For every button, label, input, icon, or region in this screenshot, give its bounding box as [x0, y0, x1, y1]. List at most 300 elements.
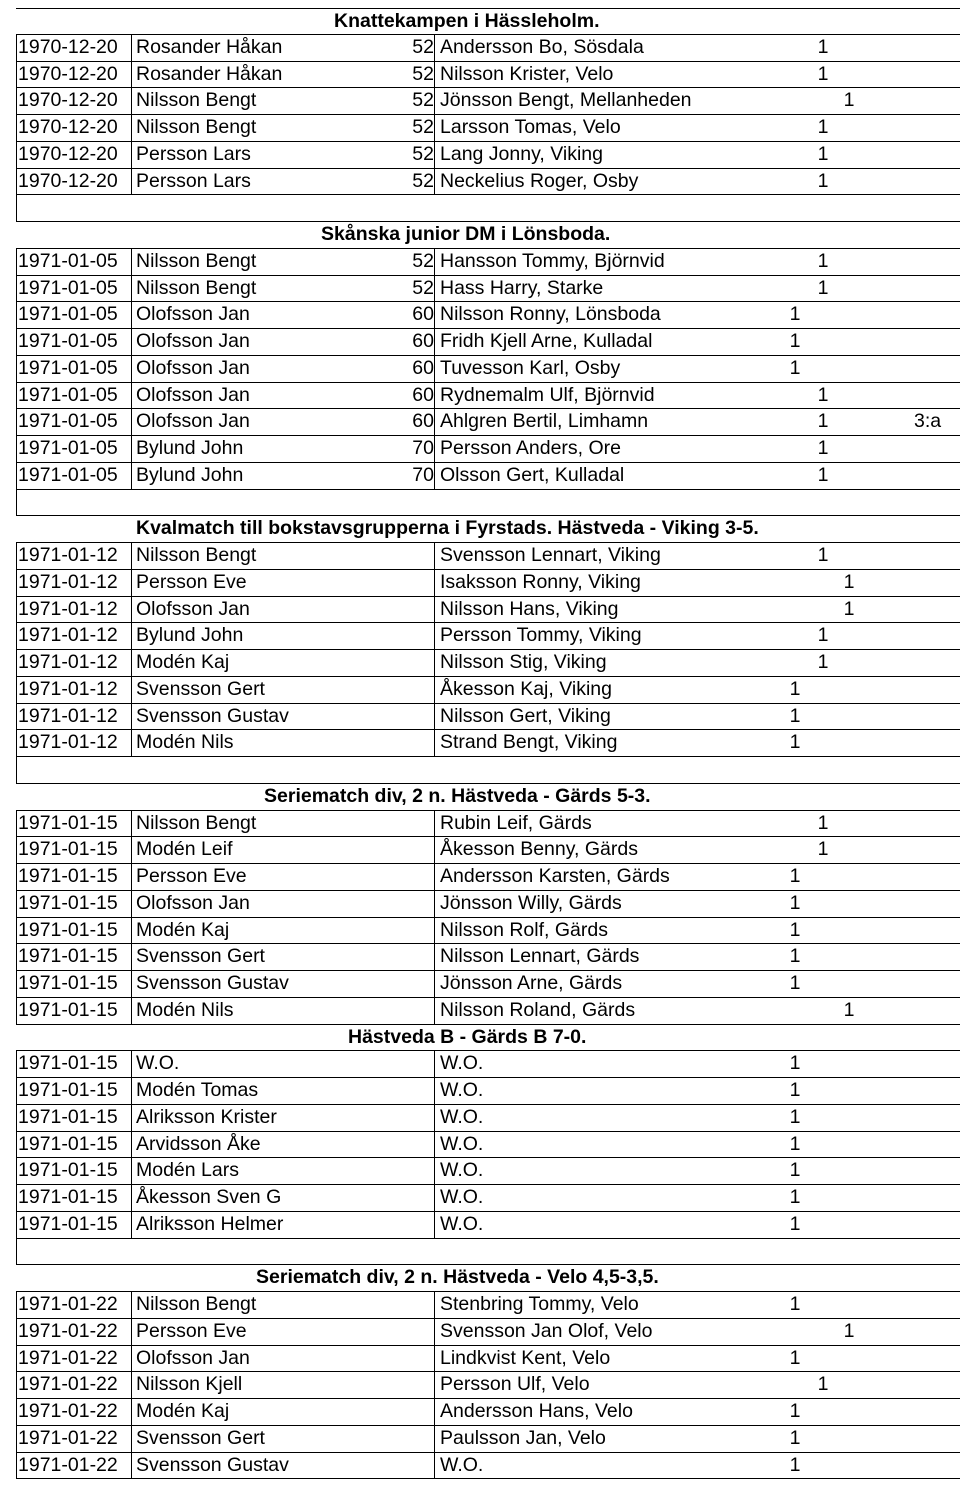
opponent: Isaksson Ronny, Viking [440, 570, 641, 593]
match-date: 1971-01-05 [18, 303, 118, 326]
match-date: 1971-01-22 [18, 1400, 118, 1422]
match-date: 1970-12-20 [18, 62, 118, 85]
player-cell-divider [131, 864, 132, 890]
date-cell-divider [16, 570, 17, 596]
match-date: 1971-01-12 [18, 624, 118, 647]
match-date: 1971-01-15 [18, 1132, 118, 1155]
player-cell-divider [131, 837, 132, 863]
section-heading: Knattekampen i Hässleholm. [334, 10, 600, 32]
player-cell-divider [131, 356, 132, 382]
win-mark: 1 [789, 972, 801, 994]
win-mark: 1 [817, 463, 829, 486]
table-row [16, 677, 960, 704]
section-heading: Seriematch div, 2 n. Hästveda - Velo 4,5-3,5. [256, 1266, 659, 1289]
win-mark: 1 [789, 330, 801, 352]
opponent: Fridh Kjell Arne, Kulladal [440, 330, 653, 352]
match-date: 1971-01-22 [18, 1373, 118, 1396]
number-cell-divider [434, 1105, 435, 1131]
win-mark: 1 [817, 35, 829, 58]
opponent: Paulsson Jan, Velo [440, 1426, 606, 1449]
date-cell-divider [16, 730, 17, 756]
weight-class: 52 [412, 35, 434, 58]
table-row [16, 730, 960, 757]
match-date: 1971-01-05 [18, 249, 118, 272]
opponent: Tuvesson Karl, Osby [440, 356, 621, 379]
opponent: Strand Bengt, Viking [440, 731, 618, 754]
table-row [16, 302, 960, 329]
match-date: 1971-01-15 [18, 972, 118, 994]
date-cell-divider [16, 249, 17, 275]
blank-row [16, 195, 960, 222]
date-cell-divider [16, 409, 17, 435]
opponent: Hansson Tommy, Björnvid [440, 249, 665, 272]
opponent: Rydnemalm Ulf, Björnvid [440, 383, 655, 406]
opponent: W.O. [440, 1105, 484, 1128]
table-row [16, 1158, 960, 1185]
home-player: Modén Nils [136, 998, 234, 1021]
weight-class: 70 [412, 463, 434, 486]
match-date: 1971-01-12 [18, 544, 118, 566]
win-mark: 1 [789, 1132, 801, 1155]
table-row [16, 1372, 960, 1399]
match-date: 1971-01-15 [18, 1159, 118, 1182]
date-cell-divider [16, 1453, 17, 1479]
win-mark: 1 [789, 1400, 801, 1422]
opponent: Persson Tommy, Viking [440, 624, 642, 647]
table-row [16, 811, 960, 838]
section-heading-row [16, 1025, 960, 1052]
blank-row [16, 490, 960, 517]
player-cell-divider [131, 1292, 132, 1318]
weight-class: 52 [412, 276, 434, 299]
home-player: Olofsson Jan [136, 356, 250, 379]
date-cell-divider [16, 1319, 17, 1345]
win-mark: 1 [817, 116, 829, 138]
section-heading: Hästveda B - Gärds B 7-0. [348, 1025, 587, 1048]
win-mark: 1 [789, 1426, 801, 1449]
opponent: Olsson Gert, Kulladal [440, 463, 625, 486]
player-cell-divider [131, 329, 132, 355]
date-cell-divider [16, 1078, 17, 1104]
table-row [16, 543, 960, 570]
table-row [16, 35, 960, 62]
win-mark: 1 [789, 1105, 801, 1128]
player-cell-divider [131, 918, 132, 944]
table-row [16, 837, 960, 864]
home-player: Nilsson Bengt [136, 249, 257, 272]
player-cell-divider [131, 891, 132, 917]
table-row [16, 944, 960, 971]
match-date: 1971-01-22 [18, 1319, 118, 1342]
weight-class: 60 [412, 410, 434, 433]
win-mark: 1 [817, 1373, 829, 1396]
player-cell-divider [131, 249, 132, 275]
date-cell-divider [16, 677, 17, 703]
match-date: 1970-12-20 [18, 142, 118, 165]
win-mark: 1 [789, 865, 801, 887]
match-date: 1971-01-15 [18, 1052, 118, 1075]
section-heading-row [16, 1265, 960, 1292]
number-cell-divider [434, 383, 435, 409]
win-mark: 1 [789, 918, 801, 941]
match-date: 1971-01-05 [18, 383, 118, 406]
match-date: 1971-01-12 [18, 704, 118, 727]
opponent: Neckelius Roger, Osby [440, 169, 639, 192]
date-cell-divider [16, 1372, 17, 1398]
player-cell-divider [131, 1051, 132, 1077]
section-heading: Kvalmatch till bokstavsgrupperna i Fyrstads. Hästveda - Viking 3-5. [136, 517, 759, 540]
match-date: 1971-01-15 [18, 1186, 118, 1208]
number-cell-divider [434, 409, 435, 435]
number-cell-divider [434, 677, 435, 703]
table-row [16, 891, 960, 918]
table-row [16, 998, 960, 1025]
section-heading-row [16, 8, 960, 35]
number-cell-divider [434, 1212, 435, 1238]
home-player: Persson Lars [136, 169, 251, 192]
table-row [16, 623, 960, 650]
home-player: Nilsson Kjell [136, 1373, 243, 1396]
home-player: Modén Leif [136, 838, 233, 861]
blank-row [16, 1239, 960, 1266]
opponent: W.O. [440, 1132, 484, 1155]
number-cell-divider [434, 115, 435, 141]
home-player: Persson Lars [136, 142, 251, 165]
opponent: Nilsson Stig, Viking [440, 651, 607, 673]
opponent: W.O. [440, 1079, 484, 1101]
placement-note: 3:a [914, 410, 942, 433]
win-mark: 1 [789, 704, 801, 727]
player-cell-divider [131, 623, 132, 649]
number-cell-divider [434, 811, 435, 837]
number-cell-divider [434, 356, 435, 382]
opponent: Nilsson Lennart, Gärds [440, 945, 640, 968]
match-date: 1971-01-05 [18, 330, 118, 352]
win-mark: 1 [789, 1346, 801, 1369]
home-player: Olofsson Jan [136, 383, 250, 406]
table-row [16, 329, 960, 356]
home-player: Modén Tomas [136, 1079, 259, 1101]
number-cell-divider [434, 704, 435, 730]
win-mark: 1 [843, 1319, 855, 1342]
match-date: 1971-01-22 [18, 1426, 118, 1449]
weight-class: 70 [412, 437, 434, 459]
date-cell-divider [16, 62, 17, 88]
date-cell-divider [16, 1292, 17, 1318]
win-mark: 1 [817, 383, 829, 406]
home-player: Modén Nils [136, 731, 234, 754]
home-player: Nilsson Bengt [136, 89, 257, 112]
number-cell-divider [434, 169, 435, 195]
weight-class: 52 [412, 89, 434, 112]
opponent: Åkesson Benny, Gärds [440, 838, 638, 861]
number-cell-divider [434, 88, 435, 114]
opponent: W.O. [440, 1186, 484, 1208]
section-heading: Skånska junior DM i Lönsboda. [321, 223, 611, 245]
weight-class: 52 [412, 116, 434, 138]
number-cell-divider [434, 329, 435, 355]
win-mark: 1 [843, 597, 855, 620]
table-row [16, 1292, 960, 1319]
opponent: Jönsson Arne, Gärds [440, 972, 623, 994]
match-date: 1971-01-15 [18, 838, 118, 861]
number-cell-divider [434, 650, 435, 676]
win-mark: 1 [789, 677, 801, 700]
table-row [16, 276, 960, 303]
opponent: Svensson Lennart, Viking [440, 544, 661, 566]
win-mark: 1 [817, 437, 829, 459]
opponent: Nilsson Gert, Viking [440, 704, 611, 727]
win-mark: 1 [789, 356, 801, 379]
home-player: Rosander Håkan [136, 62, 283, 85]
opponent: Lang Jonny, Viking [440, 142, 603, 165]
weight-class: 60 [412, 303, 434, 326]
date-cell-divider [16, 971, 17, 997]
home-player: Svensson Gustav [136, 1453, 289, 1476]
home-player: Persson Eve [136, 570, 247, 593]
number-cell-divider [434, 1346, 435, 1372]
win-mark: 1 [789, 1293, 801, 1315]
match-date: 1971-01-15 [18, 945, 118, 968]
blank-row-divider [16, 757, 17, 783]
number-cell-divider [434, 276, 435, 302]
section-heading: Seriematch div, 2 n. Hästveda - Gärds 5-3. [264, 784, 651, 807]
table-row [16, 1051, 960, 1078]
number-cell-divider [434, 730, 435, 756]
number-cell-divider [434, 570, 435, 596]
date-cell-divider [16, 1158, 17, 1184]
number-cell-divider [434, 1051, 435, 1077]
match-date: 1970-12-20 [18, 89, 118, 112]
home-player: Arvidsson Åke [136, 1132, 261, 1155]
table-row [16, 1212, 960, 1239]
table-row [16, 1185, 960, 1212]
date-cell-divider [16, 918, 17, 944]
number-cell-divider [434, 998, 435, 1024]
date-cell-divider [16, 1105, 17, 1131]
blank-row-divider [16, 195, 17, 221]
table-row [16, 409, 960, 436]
player-cell-divider [131, 1372, 132, 1398]
player-cell-divider [131, 1105, 132, 1131]
home-player: Bylund John [136, 463, 244, 486]
opponent: Rubin Leif, Gärds [440, 811, 592, 834]
date-cell-divider [16, 1426, 17, 1452]
player-cell-divider [131, 650, 132, 676]
date-cell-divider [16, 356, 17, 382]
home-player: Modén Kaj [136, 1400, 230, 1422]
table-row [16, 356, 960, 383]
home-player: Olofsson Jan [136, 891, 250, 914]
home-player: Nilsson Bengt [136, 544, 257, 566]
table-row [16, 62, 960, 89]
match-date: 1971-01-12 [18, 570, 118, 593]
win-mark: 1 [817, 544, 829, 566]
player-cell-divider [131, 409, 132, 435]
table-row [16, 436, 960, 463]
weight-class: 52 [412, 169, 434, 192]
player-cell-divider [131, 570, 132, 596]
opponent: W.O. [440, 1159, 484, 1182]
match-date: 1971-01-12 [18, 597, 118, 620]
table-row [16, 1078, 960, 1105]
home-player: Alriksson Helmer [136, 1212, 284, 1235]
win-mark: 1 [789, 1052, 801, 1075]
table-row [16, 383, 960, 410]
home-player: Olofsson Jan [136, 303, 250, 326]
win-mark: 1 [817, 410, 829, 433]
table-row [16, 971, 960, 998]
opponent: Persson Anders, Ore [440, 437, 622, 459]
opponent: Nilsson Ronny, Lönsboda [440, 303, 661, 326]
table-row [16, 570, 960, 597]
date-cell-divider [16, 436, 17, 462]
match-date: 1971-01-15 [18, 1105, 118, 1128]
table-row [16, 142, 960, 169]
home-player: Nilsson Bengt [136, 276, 257, 299]
date-cell-divider [16, 650, 17, 676]
blank-row-divider [16, 1239, 17, 1265]
win-mark: 1 [817, 62, 829, 85]
player-cell-divider [131, 62, 132, 88]
number-cell-divider [434, 1399, 435, 1425]
match-date: 1971-01-05 [18, 410, 118, 433]
win-mark: 1 [789, 1186, 801, 1208]
player-cell-divider [131, 811, 132, 837]
home-player: Svensson Gustav [136, 704, 289, 727]
player-cell-divider [131, 597, 132, 623]
home-player: Bylund John [136, 624, 244, 647]
number-cell-divider [434, 1453, 435, 1479]
win-mark: 1 [817, 811, 829, 834]
player-cell-divider [131, 169, 132, 195]
date-cell-divider [16, 88, 17, 114]
match-date: 1970-12-20 [18, 116, 118, 138]
home-player: Nilsson Bengt [136, 116, 257, 138]
win-mark: 1 [789, 1159, 801, 1182]
section-heading-row [16, 516, 960, 543]
match-date: 1971-01-22 [18, 1293, 118, 1315]
weight-class: 52 [412, 62, 434, 85]
player-cell-divider [131, 463, 132, 489]
home-player: Åkesson Sven G [136, 1186, 282, 1208]
win-mark: 1 [843, 998, 855, 1021]
opponent: W.O. [440, 1212, 484, 1235]
number-cell-divider [434, 864, 435, 890]
player-cell-divider [131, 1426, 132, 1452]
date-cell-divider [16, 35, 17, 61]
weight-class: 60 [412, 383, 434, 406]
date-cell-divider [16, 864, 17, 890]
match-date: 1971-01-15 [18, 998, 118, 1021]
player-cell-divider [131, 730, 132, 756]
player-cell-divider [131, 1399, 132, 1425]
win-mark: 1 [817, 651, 829, 673]
table-row [16, 1319, 960, 1346]
player-cell-divider [131, 1346, 132, 1372]
number-cell-divider [434, 1319, 435, 1345]
date-cell-divider [16, 1212, 17, 1238]
player-cell-divider [131, 35, 132, 61]
match-date: 1970-12-20 [18, 169, 118, 192]
home-player: Svensson Gustav [136, 972, 289, 994]
weight-class: 52 [412, 249, 434, 272]
date-cell-divider [16, 891, 17, 917]
match-date: 1971-01-12 [18, 731, 118, 754]
player-cell-divider [131, 276, 132, 302]
number-cell-divider [434, 249, 435, 275]
player-cell-divider [131, 998, 132, 1024]
win-mark: 1 [789, 303, 801, 326]
opponent: Andersson Hans, Velo [440, 1400, 633, 1422]
date-cell-divider [16, 623, 17, 649]
number-cell-divider [434, 837, 435, 863]
match-date: 1971-01-15 [18, 1079, 118, 1101]
player-cell-divider [131, 1212, 132, 1238]
win-mark: 1 [817, 624, 829, 647]
player-cell-divider [131, 677, 132, 703]
table-row [16, 1346, 960, 1373]
opponent: Larsson Tomas, Velo [440, 116, 621, 138]
table-row [16, 249, 960, 276]
weight-class: 52 [412, 142, 434, 165]
opponent: Andersson Bo, Sösdala [440, 35, 644, 58]
number-cell-divider [434, 1185, 435, 1211]
opponent: Lindkvist Kent, Velo [440, 1346, 611, 1369]
player-cell-divider [131, 383, 132, 409]
table-row [16, 88, 960, 115]
home-player: Alriksson Krister [136, 1105, 277, 1128]
opponent: W.O. [440, 1052, 484, 1075]
player-cell-divider [131, 1132, 132, 1158]
home-player: Svensson Gert [136, 1426, 265, 1449]
player-cell-divider [131, 1319, 132, 1345]
number-cell-divider [434, 463, 435, 489]
home-player: Modén Lars [136, 1159, 239, 1182]
home-player: Modén Kaj [136, 918, 230, 941]
date-cell-divider [16, 142, 17, 168]
match-date: 1971-01-22 [18, 1346, 118, 1369]
table-row [16, 115, 960, 142]
number-cell-divider [434, 62, 435, 88]
date-cell-divider [16, 811, 17, 837]
win-mark: 1 [789, 1212, 801, 1235]
number-cell-divider [434, 944, 435, 970]
win-mark: 1 [817, 276, 829, 299]
table-row [16, 1453, 960, 1480]
match-date: 1971-01-12 [18, 677, 118, 700]
table-row [16, 1426, 960, 1453]
match-date: 1971-01-15 [18, 1212, 118, 1235]
section-heading-row [16, 222, 960, 249]
home-player: Olofsson Jan [136, 410, 250, 433]
table-row [16, 597, 960, 624]
home-player: Olofsson Jan [136, 597, 250, 620]
match-date: 1971-01-12 [18, 651, 118, 673]
blank-row [16, 757, 960, 784]
number-cell-divider [434, 142, 435, 168]
date-cell-divider [16, 704, 17, 730]
number-cell-divider [434, 436, 435, 462]
player-cell-divider [131, 704, 132, 730]
date-cell-divider [16, 302, 17, 328]
win-mark: 1 [817, 169, 829, 192]
win-mark: 1 [789, 891, 801, 914]
opponent: Svensson Jan Olof, Velo [440, 1319, 653, 1342]
opponent: Andersson Karsten, Gärds [440, 865, 670, 887]
opponent: Persson Ulf, Velo [440, 1373, 590, 1396]
number-cell-divider [434, 1078, 435, 1104]
